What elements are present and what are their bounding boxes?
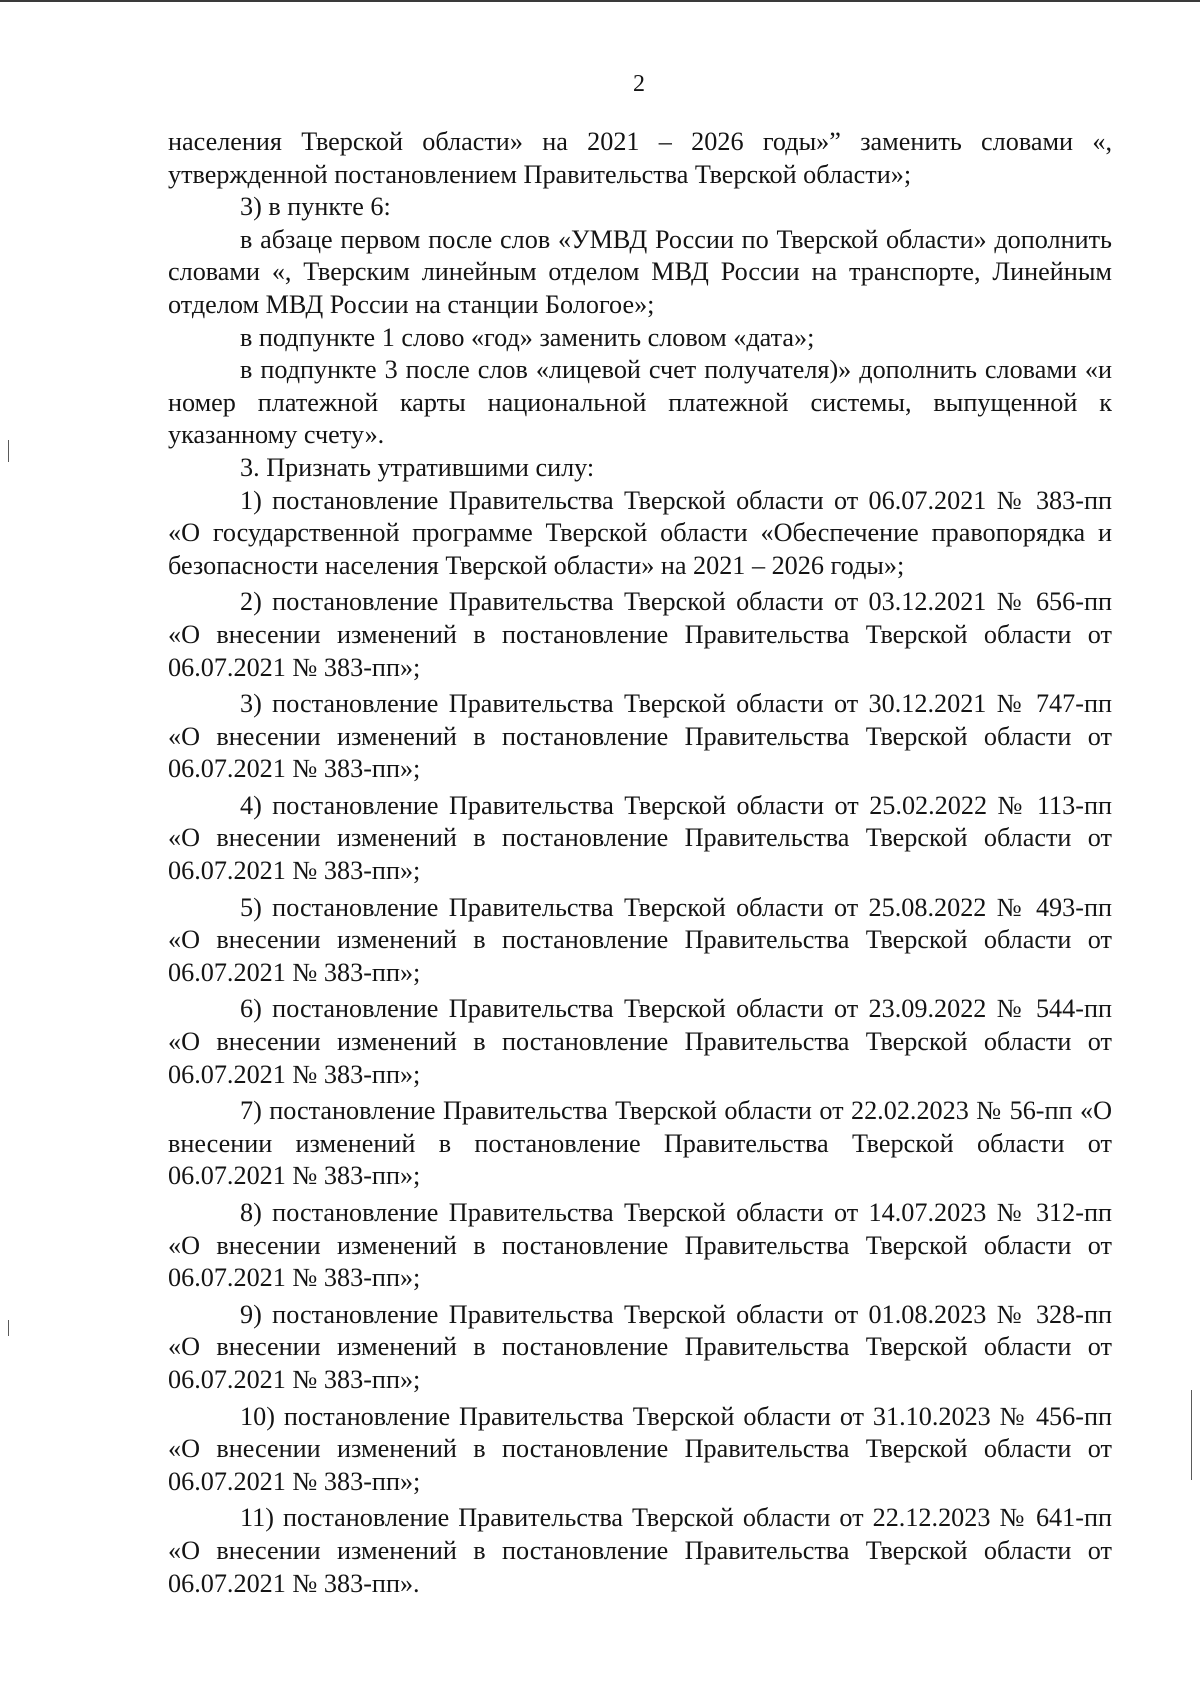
paragraph-continuation: населения Тверской области» на 2021 – 2026 годы»” заменить словами «, утвержденной постановлением Правительства Тверской области»;: [168, 127, 1112, 189]
paragraph-subpoint-1: в подпункте 1 слово «год» заменить словом «дата»;: [240, 322, 815, 352]
list-item: 5) постановление Правительства Тверской области от 25.08.2022 № 493-пп «О внесении изменений в постановление Правительства Тверской области от 06.07.2021 № 383-пп»;: [168, 892, 1112, 987]
scan-top-edge: [0, 0, 1200, 2]
list-item: 2) постановление Правительства Тверской области от 03.12.2021 № 656-пп «О внесении изменений в постановление Правительства Тверской области от 06.07.2021 № 383-пп»;: [168, 587, 1112, 682]
repealed-list: [168, 485, 1112, 1601]
scan-artifact-mark: [1191, 1390, 1192, 1480]
list-item: 1) постановление Правительства Тверской области от 06.07.2021 № 383-пп «О государственной программе Тверской области «Обеспечение правопорядка и безопасности населения Тверской области» на 2021 – 2026 годы»;: [168, 485, 1112, 580]
document-body: [168, 126, 1112, 1600]
page-number: 2: [633, 71, 645, 97]
list-item: 11) постановление Правительства Тверской области от 22.12.2023 № 641-пп «О внесении изменений в постановление Правительства Тверской области от 06.07.2021 № 383-пп».: [168, 1503, 1112, 1598]
list-item: 3) постановление Правительства Тверской области от 30.12.2021 № 747-пп «О внесении изменений в постановление Правительства Тверской области от 06.07.2021 № 383-пп»;: [168, 689, 1112, 784]
list-item: 6) постановление Правительства Тверской области от 23.09.2022 № 544-пп «О внесении изменений в постановление Правительства Тверской области от 06.07.2021 № 383-пп»;: [168, 994, 1112, 1089]
list-item: 7) постановление Правительства Тверской области от 22.02.2023 № 56-пп «О внесении изменений в постановление Правительства Тверской области от 06.07.2021 № 383-пп»;: [168, 1096, 1112, 1191]
scan-artifact-mark: [8, 1320, 9, 1336]
paragraph-repeal-heading: 3. Признать утратившими силу:: [240, 452, 595, 482]
paragraph-subpoint-3-detail: в подпункте 3 после слов «лицевой счет получателя)» дополнить словами «и номер платежной карты национальной платежной системы, выпущенной к указанному счету».: [168, 355, 1112, 450]
list-item: 4) постановление Правительства Тверской области от 25.02.2022 № 113-пп «О внесении изменений в постановление Правительства Тверской области от 06.07.2021 № 383-пп»;: [168, 790, 1112, 886]
list-item: 8) постановление Правительства Тверской области от 14.07.2023 № 312-пп «О внесении изменений в постановление Правительства Тверской области от 06.07.2021 № 383-пп»;: [168, 1198, 1112, 1293]
list-item: 9) постановление Правительства Тверской области от 01.08.2023 № 328-пп «О внесении изменений в постановление Правительства Тверской области от 06.07.2021 № 383-пп»;: [168, 1299, 1112, 1394]
paragraph-first-abzac: в абзаце первом после слов «УМВД России по Тверской области» дополнить словами «, Тверским линейным отделом МВД России на транспорте, Линейным отделом МВД России на станции Бологое»;: [168, 224, 1112, 319]
paragraph-subpoint-3: 3) в пункте 6:: [240, 192, 391, 222]
list-item: 10) постановление Правительства Тверской области от 31.10.2023 № 456-пп «О внесении изменений в постановление Правительства Тверской области от 06.07.2021 № 383-пп»;: [168, 1401, 1112, 1496]
scan-artifact-mark: [8, 440, 9, 462]
